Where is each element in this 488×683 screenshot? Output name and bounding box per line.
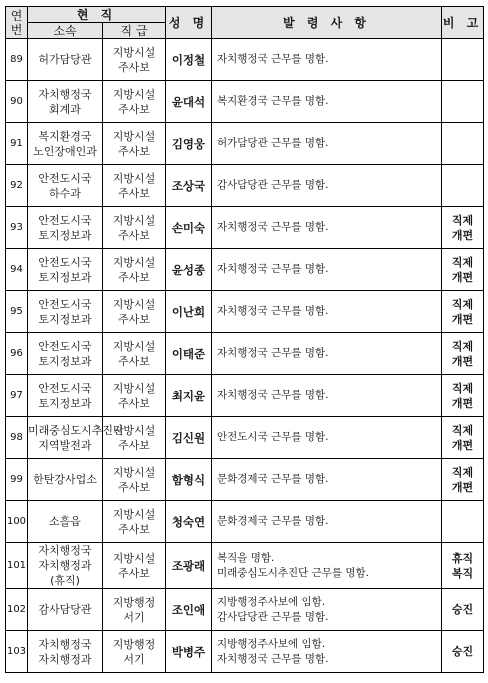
remarks-cell-line: 승진 bbox=[451, 645, 474, 658]
name-cell: 김신원 bbox=[166, 417, 212, 459]
affiliation-cell bbox=[28, 417, 124, 459]
personnel-order-sheet bbox=[5, 6, 484, 673]
affiliation-cell-line: 자치행정국 bbox=[38, 637, 92, 651]
remarks-cell bbox=[442, 417, 484, 459]
header-remarks: 비 고 bbox=[442, 7, 484, 39]
order-cell bbox=[212, 589, 442, 631]
remarks-cell-line: 개편 bbox=[451, 354, 474, 368]
table-row bbox=[6, 459, 484, 501]
order-cell bbox=[212, 291, 442, 333]
order-cell bbox=[212, 375, 442, 417]
row-number: 95 bbox=[6, 291, 28, 333]
order-cell-line: 복직을 명함. bbox=[217, 551, 275, 564]
affiliation-cell bbox=[28, 39, 103, 81]
affiliation-cell bbox=[28, 459, 103, 501]
affiliation-cell-line: 토지정보과 bbox=[38, 354, 92, 368]
table-row bbox=[6, 375, 484, 417]
row-number: 99 bbox=[6, 459, 28, 501]
order-cell bbox=[212, 631, 442, 673]
name-cell: 윤성종 bbox=[166, 249, 212, 291]
order-cell-line: 자치행정국 근무를 명함. bbox=[217, 263, 329, 275]
order-cell bbox=[212, 459, 442, 501]
table-row bbox=[6, 543, 484, 589]
table-row bbox=[6, 123, 484, 165]
name-cell: 함형식 bbox=[166, 459, 212, 501]
name-cell: 이태준 bbox=[166, 333, 212, 375]
table-body bbox=[6, 39, 484, 673]
rank-cell-line: 지방시설 bbox=[112, 213, 156, 227]
order-cell bbox=[212, 333, 442, 375]
affiliation-cell-line: 자치행정과 bbox=[38, 559, 92, 572]
affiliation-cell-line: 자치행정국 bbox=[38, 87, 92, 101]
row-number: 101 bbox=[6, 543, 28, 589]
remarks-cell-line: 개편 bbox=[451, 438, 474, 452]
order-cell-line: 복지환경국 근무를 명함. bbox=[217, 95, 329, 107]
rank-cell-line: 지방시설 bbox=[112, 507, 156, 521]
remarks-cell bbox=[442, 207, 484, 249]
affiliation-cell bbox=[28, 589, 103, 631]
remarks-cell-line: 개편 bbox=[451, 480, 474, 494]
rank-cell-line: 지방시설 bbox=[112, 465, 156, 479]
remarks-cell bbox=[442, 81, 484, 123]
rank-cell-line: 지방시설 bbox=[112, 87, 156, 101]
remarks-cell bbox=[442, 249, 484, 291]
name-cell: 손미숙 bbox=[166, 207, 212, 249]
remarks-cell-line: 개편 bbox=[451, 228, 474, 242]
affiliation-cell bbox=[28, 631, 103, 673]
remarks-cell bbox=[442, 459, 484, 501]
order-cell-line: 자치행정국 근무를 명함. bbox=[217, 305, 329, 317]
order-cell-line: 지방행정주사보에 임함. bbox=[217, 595, 326, 608]
remarks-cell-line: 복직 bbox=[451, 566, 474, 580]
affiliation-cell-line: 안전도시국 bbox=[38, 381, 92, 395]
name-cell: 윤대석 bbox=[166, 81, 212, 123]
header-order: 발 령 사 항 bbox=[212, 7, 442, 39]
affiliation-cell-line: 노인장애인과 bbox=[33, 144, 97, 158]
remarks-cell bbox=[442, 333, 484, 375]
affiliation-cell bbox=[28, 249, 103, 291]
rank-cell bbox=[103, 81, 166, 123]
remarks-cell-line: 개편 bbox=[451, 312, 474, 326]
rank-cell-line: 지방시설 bbox=[112, 171, 156, 185]
name-cell: 최지윤 bbox=[166, 375, 212, 417]
order-cell-line: 자치행정국 근무를 명함. bbox=[217, 53, 329, 65]
row-number: 89 bbox=[6, 39, 28, 81]
rank-cell-line: 주사보 bbox=[118, 354, 150, 368]
remarks-cell bbox=[442, 589, 484, 631]
affiliation-cell-line: (휴직) bbox=[50, 574, 80, 587]
order-cell-line: 문화경제국 근무를 명함. bbox=[217, 515, 329, 527]
order-cell bbox=[212, 123, 442, 165]
rank-cell-line: 서기 bbox=[123, 652, 145, 666]
rank-cell bbox=[103, 123, 166, 165]
row-number: 90 bbox=[6, 81, 28, 123]
name-cell: 이정철 bbox=[166, 39, 212, 81]
rank-cell-line: 주사보 bbox=[118, 270, 150, 284]
affiliation-cell bbox=[28, 165, 103, 207]
order-cell-line: 감사담당관 근무를 명함. bbox=[217, 179, 329, 191]
row-number: 103 bbox=[6, 631, 28, 673]
affiliation-cell-line: 안전도시국 bbox=[38, 213, 92, 227]
remarks-cell bbox=[442, 123, 484, 165]
remarks-cell-line: 직제 bbox=[451, 297, 474, 311]
table-row bbox=[6, 589, 484, 631]
rank-cell-line: 지방행정 bbox=[112, 637, 156, 651]
rank-cell-line: 주사보 bbox=[118, 438, 150, 452]
affiliation-cell-line: 소흘읍 bbox=[49, 515, 81, 528]
affiliation-cell-line: 지역발전과 bbox=[38, 438, 92, 452]
row-number: 93 bbox=[6, 207, 28, 249]
order-cell bbox=[212, 543, 442, 589]
order-cell-line: 자치행정국 근무를 명함. bbox=[217, 221, 329, 233]
rank-cell bbox=[103, 543, 166, 589]
rank-cell-line: 지방시설 bbox=[112, 423, 156, 437]
name-cell: 조상국 bbox=[166, 165, 212, 207]
order-cell-line: 문화경제국 근무를 명함. bbox=[217, 473, 329, 485]
table-row bbox=[6, 249, 484, 291]
row-number: 91 bbox=[6, 123, 28, 165]
name-cell: 이난희 bbox=[166, 291, 212, 333]
rank-cell-line: 주사보 bbox=[118, 480, 150, 494]
name-cell: 박병주 bbox=[166, 631, 212, 673]
order-cell-line: 자치행정국 근무를 명함. bbox=[217, 347, 329, 359]
name-cell: 김영웅 bbox=[166, 123, 212, 165]
rank-cell bbox=[103, 417, 166, 459]
order-cell bbox=[212, 81, 442, 123]
row-number: 98 bbox=[6, 417, 28, 459]
rank-cell bbox=[103, 39, 166, 81]
remarks-cell-line: 개편 bbox=[451, 396, 474, 410]
order-cell-line: 미래중심도시추진단 근무를 명함. bbox=[217, 566, 370, 579]
affiliation-cell bbox=[28, 207, 103, 249]
table-row bbox=[6, 207, 484, 249]
remarks-cell-line: 개편 bbox=[451, 270, 474, 284]
remarks-cell-line: 직제 bbox=[451, 213, 474, 227]
row-number: 94 bbox=[6, 249, 28, 291]
name-cell: 청숙연 bbox=[166, 501, 212, 543]
personnel-order-table bbox=[5, 6, 484, 673]
remarks-cell-line: 휴직 bbox=[451, 551, 474, 565]
rank-cell-line: 주사보 bbox=[118, 312, 150, 326]
affiliation-cell-line: 안전도시국 bbox=[38, 339, 92, 353]
affiliation-cell bbox=[28, 81, 103, 123]
remarks-cell bbox=[442, 165, 484, 207]
rank-cell bbox=[103, 165, 166, 207]
affiliation-cell-line: 토지정보과 bbox=[38, 270, 92, 284]
table-row bbox=[6, 501, 484, 543]
order-cell bbox=[212, 165, 442, 207]
table-header bbox=[6, 7, 484, 39]
affiliation-cell-line: 안전도시국 bbox=[38, 297, 92, 311]
affiliation-cell bbox=[28, 543, 103, 589]
row-number: 96 bbox=[6, 333, 28, 375]
table-row bbox=[6, 333, 484, 375]
rank-cell-line: 지방행정 bbox=[112, 595, 156, 609]
remarks-cell-line: 직제 bbox=[451, 465, 474, 479]
name-cell: 조인애 bbox=[166, 589, 212, 631]
remarks-cell bbox=[442, 501, 484, 543]
affiliation-cell-line: 안전도시국 bbox=[38, 171, 92, 185]
rank-cell bbox=[103, 375, 166, 417]
affiliation-cell-line: 복지환경국 bbox=[38, 129, 92, 143]
affiliation-cell bbox=[28, 501, 103, 543]
rank-cell-line: 주사보 bbox=[118, 522, 150, 536]
affiliation-cell-line: 토지정보과 bbox=[38, 396, 92, 410]
affiliation-cell-line: 자치행정국 bbox=[38, 544, 92, 557]
row-number: 92 bbox=[6, 165, 28, 207]
rank-cell bbox=[103, 459, 166, 501]
affiliation-cell-line: 안전도시국 bbox=[38, 255, 92, 269]
affiliation-cell bbox=[28, 333, 103, 375]
affiliation-cell-line: 한탄강사업소 bbox=[33, 473, 97, 486]
order-cell bbox=[212, 39, 442, 81]
affiliation-cell-line: 토지정보과 bbox=[38, 228, 92, 242]
rank-cell-line: 주사보 bbox=[118, 102, 150, 116]
rank-cell-line: 주사보 bbox=[118, 60, 150, 74]
table-row bbox=[6, 631, 484, 673]
table-row bbox=[6, 417, 484, 459]
row-number: 102 bbox=[6, 589, 28, 631]
rank-cell-line: 지방시설 bbox=[112, 297, 156, 311]
remarks-cell bbox=[442, 375, 484, 417]
rank-cell-line: 주사보 bbox=[118, 186, 150, 200]
rank-cell-line: 주사보 bbox=[118, 396, 150, 410]
table-row bbox=[6, 165, 484, 207]
rank-cell bbox=[103, 501, 166, 543]
order-cell bbox=[212, 417, 442, 459]
affiliation-cell-line: 하수과 bbox=[49, 186, 81, 200]
affiliation-cell-line: 미래중심도시추진단 bbox=[28, 423, 124, 437]
table-row bbox=[6, 81, 484, 123]
rank-cell-line: 지방시설 bbox=[112, 129, 156, 143]
rank-cell-line: 지방시설 bbox=[112, 255, 156, 269]
order-cell-line: 안전도시국 근무를 명함. bbox=[217, 431, 329, 443]
rank-cell bbox=[103, 333, 166, 375]
rank-cell-line: 주사보 bbox=[118, 228, 150, 242]
remarks-cell-line: 직제 bbox=[451, 339, 474, 353]
table-row bbox=[6, 39, 484, 81]
header-affiliation: 소속 bbox=[28, 23, 103, 39]
rank-cell bbox=[103, 631, 166, 673]
header-current-position: 현 직 bbox=[28, 7, 166, 23]
header-rank: 직 급 bbox=[103, 23, 166, 39]
remarks-cell bbox=[442, 543, 484, 589]
remarks-cell bbox=[442, 631, 484, 673]
affiliation-cell bbox=[28, 123, 103, 165]
table-row bbox=[6, 291, 484, 333]
order-cell bbox=[212, 501, 442, 543]
remarks-cell bbox=[442, 291, 484, 333]
affiliation-cell bbox=[28, 375, 103, 417]
order-cell-line: 자치행정국 근무를 명함. bbox=[217, 652, 329, 665]
order-cell-line: 자치행정국 근무를 명함. bbox=[217, 389, 329, 401]
affiliation-cell-line: 자치행정과 bbox=[38, 652, 92, 666]
remarks-cell-line: 직제 bbox=[451, 381, 474, 395]
name-cell: 조광래 bbox=[166, 543, 212, 589]
order-cell bbox=[212, 249, 442, 291]
rank-cell-line: 지방시설 bbox=[112, 339, 156, 353]
affiliation-cell bbox=[28, 291, 103, 333]
remarks-cell-line: 승진 bbox=[451, 603, 474, 616]
header-no: 연번 bbox=[6, 7, 28, 39]
affiliation-cell-line: 회계과 bbox=[49, 102, 81, 116]
affiliation-cell-line: 감사담당관 bbox=[38, 603, 92, 616]
rank-cell bbox=[103, 249, 166, 291]
rank-cell-line: 주사보 bbox=[118, 566, 150, 580]
order-cell bbox=[212, 207, 442, 249]
row-number: 97 bbox=[6, 375, 28, 417]
affiliation-cell-line: 토지정보과 bbox=[38, 312, 92, 326]
header-name: 성 명 bbox=[166, 7, 212, 39]
remarks-cell-line: 직제 bbox=[451, 255, 474, 269]
remarks-cell-line: 직제 bbox=[451, 423, 474, 437]
order-cell-line: 감사담당관 근무를 명함. bbox=[217, 610, 329, 623]
rank-cell-line: 주사보 bbox=[118, 144, 150, 158]
rank-cell bbox=[103, 207, 166, 249]
rank-cell-line: 지방시설 bbox=[112, 381, 156, 395]
remarks-cell bbox=[442, 39, 484, 81]
rank-cell bbox=[103, 291, 166, 333]
order-cell-line: 허가담당관 근무를 명함. bbox=[217, 137, 329, 149]
rank-cell bbox=[103, 589, 166, 631]
order-cell-line: 지방행정주사보에 임함. bbox=[217, 637, 326, 650]
rank-cell-line: 지방시설 bbox=[112, 551, 156, 565]
affiliation-cell-line: 허가담당관 bbox=[38, 53, 92, 66]
row-number: 100 bbox=[6, 501, 28, 543]
rank-cell-line: 서기 bbox=[123, 610, 145, 624]
rank-cell-line: 지방시설 bbox=[112, 45, 156, 59]
